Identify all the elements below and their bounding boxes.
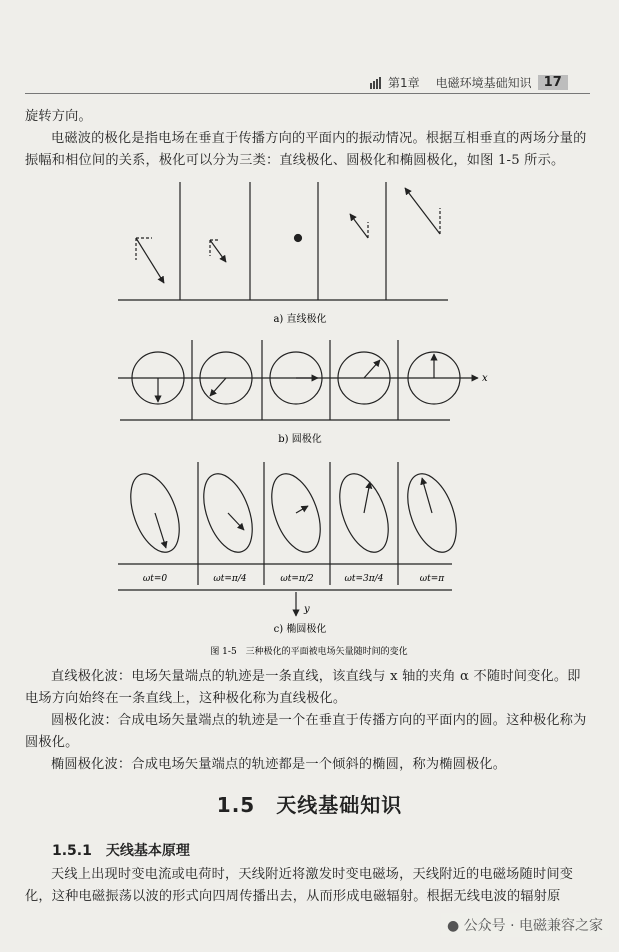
x-axis-label: x	[482, 373, 488, 384]
phase-label-4: ωt=π	[419, 574, 445, 584]
caption-c: c) 椭圆极化	[273, 624, 327, 635]
figure-a-linear	[118, 182, 448, 300]
wechat-icon: ●	[446, 918, 460, 934]
paragraph-antenna: 天线上出现时变电流或电荷时，天线附近将激发时变电磁场，天线附近的电磁场随时间变化，这种电磁振荡以波的形式向四周传播出去，从而形成电磁辐射。根据无线电波的辐射原	[25, 867, 574, 904]
section-title: 1.5 天线基础知识	[216, 793, 403, 817]
caption-b: b) 圆极化	[278, 434, 322, 445]
caption-a: a) 直线极化	[273, 314, 327, 325]
watermark-text: 公众号 · 电磁兼容之家	[463, 918, 603, 934]
paragraph-continuation: 旋转方向。	[25, 109, 92, 124]
figure-caption: 图 1-5 三种极化的平面被电场矢量随时间的变化	[210, 647, 408, 657]
phase-label-0: ωt=0	[142, 574, 168, 584]
page-number: 17	[538, 75, 568, 90]
paragraph-linear: 直线极化波：电场矢量端点的轨迹是一条直线，该直线与 x 轴的夹角 α 不随时间变化。即电场方向始终在一条直线上，这种极化称为直线极化。	[25, 669, 581, 706]
paragraph-circular: 圆极化波：合成电场矢量端点的轨迹是一个在垂直于传播方向的平面内的圆。这种极化称为圆极化。	[25, 713, 587, 750]
figure-c-elliptical	[118, 462, 466, 616]
subsection-title: 1.5.1 天线基本原理	[52, 843, 190, 859]
paragraph-polarization-intro: 电磁波的极化是指电场在垂直于传播方向的平面内的振动情况。根据互相垂直的两场分量的振幅和相位间的关系，极化可以分为三类：直线极化、圆极化和椭圆极化，如图 1-5 所示。	[25, 131, 587, 168]
chapter-label: 第1章	[388, 76, 420, 90]
phase-label-2: ωt=π/2	[280, 574, 314, 584]
chapter-title: 电磁环境基础知识	[435, 76, 532, 90]
paragraph-elliptical: 椭圆极化波：合成电场矢量端点的轨迹都是一个倾斜的椭圆，称为椭圆极化。	[51, 757, 507, 772]
figure-b-circular	[118, 340, 478, 420]
y-axis-label: y	[304, 604, 310, 615]
watermark	[441, 913, 609, 937]
phase-label-3: ωt=3π/4	[344, 574, 384, 584]
phase-label-1: ωt=π/4	[213, 574, 247, 584]
